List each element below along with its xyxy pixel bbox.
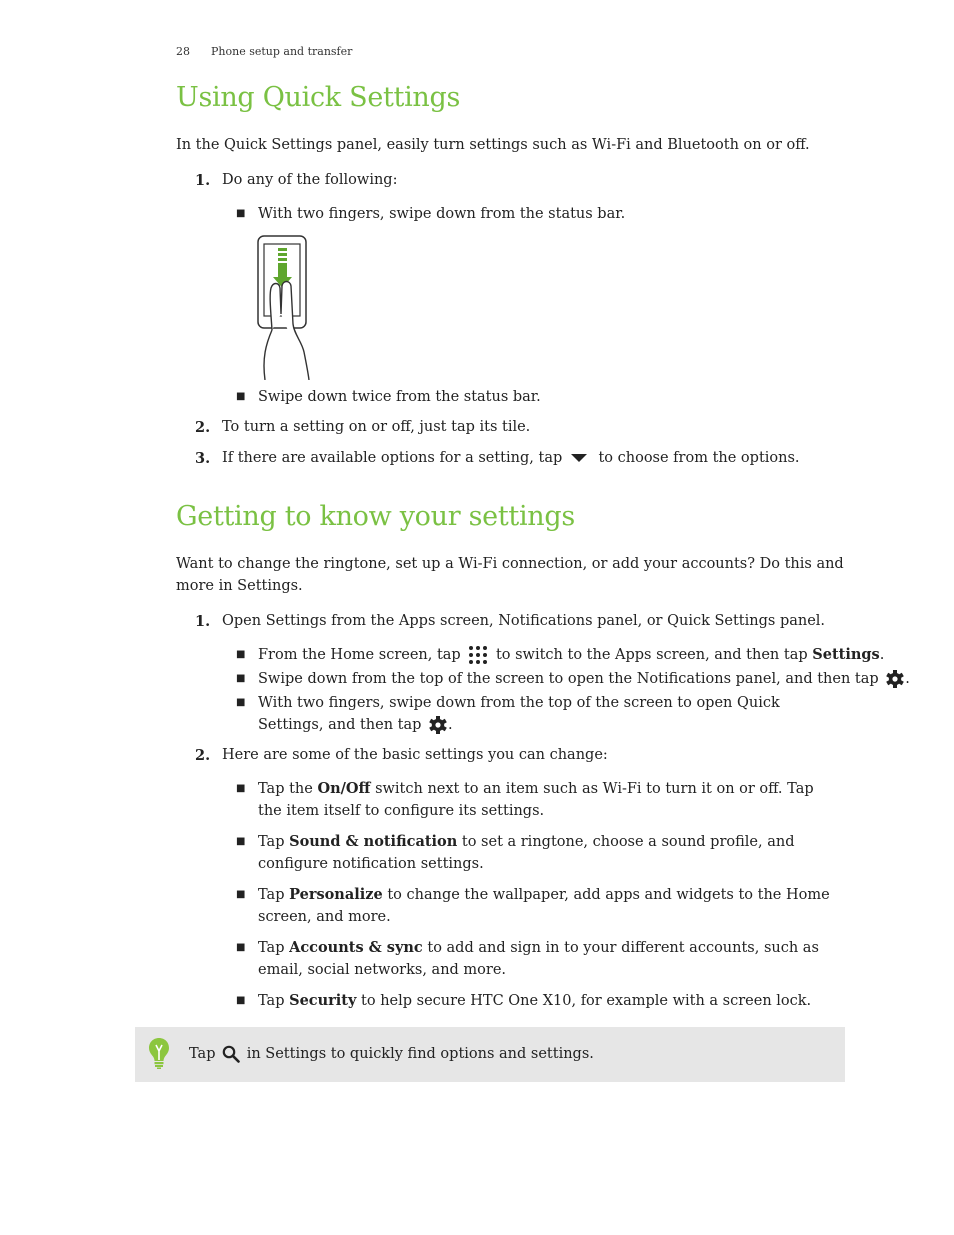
bullet-text-part: Tap (258, 834, 285, 850)
bullet-text-part: . (448, 717, 453, 733)
bullet-bold-term: Personalize (289, 886, 383, 903)
bullet-text-part: Tap (258, 940, 285, 956)
bullet-text-part: Swipe down from the top of the screen to open the Notifications panel, and then tap (258, 671, 879, 687)
bullet-text-part: switch next to an item such as Wi-Fi to turn it on or off. Tap the item itself to configure its settings. (258, 781, 814, 819)
bullet-text (258, 668, 910, 690)
quick-settings-intro: In the Quick Settings panel, easily turn settings such as Wi-Fi and Bluetooth on or off. (176, 137, 810, 153)
bullet-bold-term: Sound & notification (289, 833, 458, 850)
step-number: 1. (195, 172, 211, 189)
bullet-text-part: to switch to the Apps screen, and then tap (495, 647, 808, 663)
page-number: 28 (176, 45, 190, 58)
step-text: Here are some of the basic settings you can change: (222, 747, 608, 763)
step-number: 3. (195, 450, 211, 467)
section-title-quick-settings: Using Quick Settings (176, 82, 461, 113)
bullet-bold-term: Accounts & sync (289, 939, 423, 956)
bullet-text-part: . (879, 647, 885, 663)
bullet-marker: ■ (236, 889, 246, 900)
bullet-text: With two fingers, swipe down from the status bar. (258, 206, 626, 222)
step-number: 1. (195, 613, 211, 630)
running-header: Phone setup and transfer (211, 45, 353, 58)
bullet-text: Swipe down twice from the status bar. (258, 389, 541, 405)
bullet-text-part: Tap the (258, 781, 313, 797)
step-text: Do any of the following: (222, 172, 398, 188)
bullet-text-part: to add and sign in to your different accounts, such as email, social networks, and more. (258, 940, 819, 978)
bullet-text-part: From the Home screen, tap (258, 647, 461, 663)
lightbulb-icon (148, 1037, 170, 1069)
bullet-text-part: . (905, 671, 910, 687)
bullet-text-part: to set a ringtone, choose a sound profile, and configure notification settings. (258, 834, 795, 872)
bullet-text-part: With two fingers, swipe down from the top of the screen to open Quick Settings, and then tap (258, 695, 780, 733)
bullet-text (258, 644, 885, 666)
bullet-text (258, 778, 833, 822)
step-text-before: If there are available options for a setting, tap (222, 450, 563, 466)
bullet-text (258, 831, 833, 875)
step-text (222, 450, 800, 466)
bullet-marker: ■ (236, 995, 246, 1006)
step-text: To turn a setting on or off, just tap its tile. (222, 419, 531, 435)
bullet-text-part: to help secure HTC One X10, for example with a screen lock. (361, 993, 812, 1009)
search-icon (222, 1045, 240, 1063)
two-finger-swipe-down-illustration (252, 234, 314, 380)
bullet-text-part: Tap (258, 887, 285, 903)
bullet-marker: ■ (236, 783, 246, 794)
apps-grid-icon (468, 645, 488, 665)
gear-icon (886, 670, 904, 688)
bullet-marker: ■ (236, 836, 246, 847)
tip-text-part: in Settings to quickly find options and settings. (246, 1046, 594, 1062)
bullet-bold-term: Security (289, 992, 357, 1009)
bullet-marker: ■ (236, 649, 246, 660)
bullet-text (258, 692, 828, 736)
section-title-settings: Getting to know your settings (176, 501, 575, 532)
bullet-marker: ■ (236, 673, 246, 684)
bullet-bold-term: On/Off (317, 780, 371, 797)
bullet-marker: ■ (236, 208, 246, 219)
step-text-after: to choose from the options. (598, 450, 800, 466)
bullet-bold-term: Settings (812, 646, 880, 663)
bullet-text (258, 990, 848, 1012)
bullet-text-part: Tap (258, 993, 285, 1009)
step-number: 2. (195, 419, 211, 436)
bullet-text (258, 937, 848, 981)
bullet-marker: ■ (236, 391, 246, 402)
bullet-text (258, 884, 833, 928)
bullet-text-part: to change the wallpaper, add apps and widgets to the Home screen, and more. (258, 887, 830, 925)
step-text: Open Settings from the Apps screen, Notifications panel, or Quick Settings panel. (222, 613, 826, 629)
bullet-marker: ■ (236, 697, 246, 708)
step-number: 2. (195, 747, 211, 764)
down-triangle-icon (570, 452, 588, 464)
settings-intro: Want to change the ringtone, set up a Wi-Fi connection, or add your accounts? Do this and more in Settings. (176, 556, 844, 594)
tip-text-part: Tap (189, 1046, 216, 1062)
tip-text (189, 1043, 779, 1065)
bullet-marker: ■ (236, 942, 246, 953)
gear-icon (429, 716, 447, 734)
